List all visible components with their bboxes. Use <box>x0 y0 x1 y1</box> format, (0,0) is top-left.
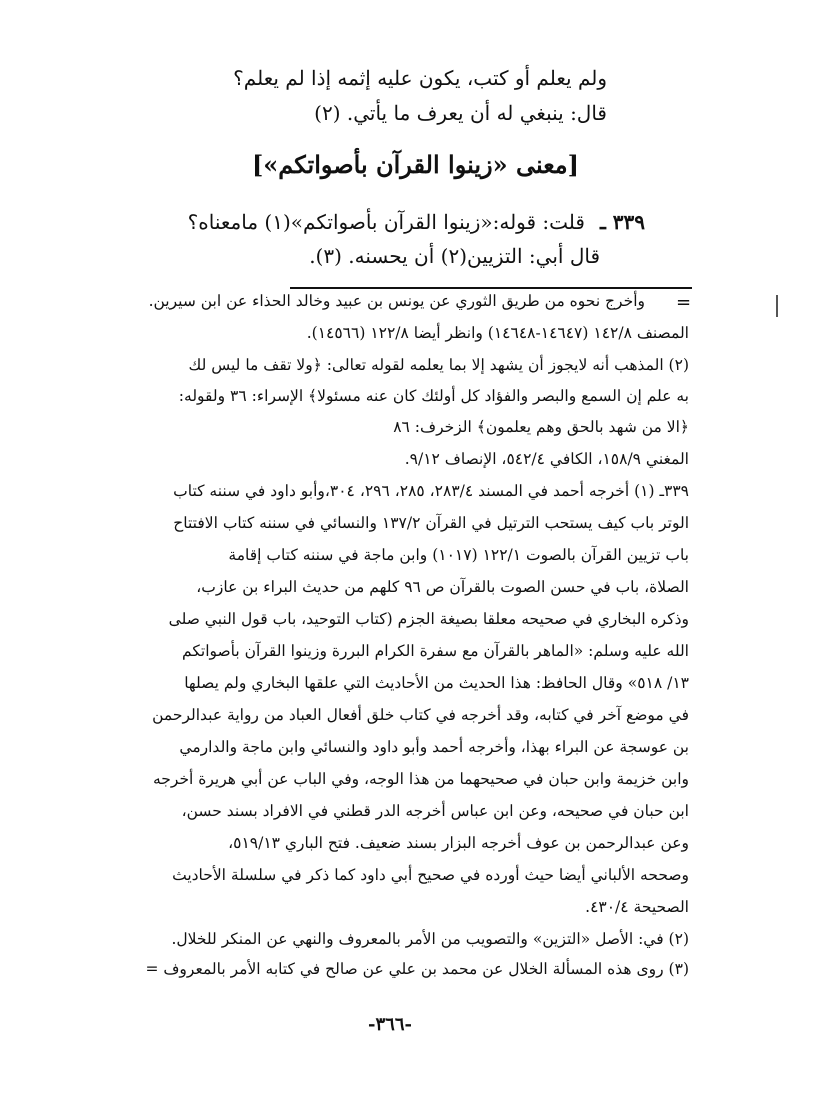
footnote-line: وأخرج نحوه من طريق الثوري عن يونس بن عبيد وخالد الحذاء عن ابن سيرين. <box>148 292 645 310</box>
footnote-line: الله عليه وسلم: «الماهر بالقرآن مع سفرة الكرام البررة وزينوا القرآن بأصواتكم <box>182 642 689 660</box>
footnote-line: به علم إن السمع والبصر والفؤاد كل أولئك كان عنه مسئولا﴾ الإسراء: ٣٦ ولقوله: <box>178 387 689 405</box>
footnote-line: وعن عبدالرحمن بن عوف أخرجه البزار بسند ضعيف. فتح الباري ٥١٩/١٣، <box>228 834 689 852</box>
footnote-line: (٢) المذهب أنه لايجوز أن يشهد إلا بما يعلمه لقوله تعالى: ﴿ولا تقف ما ليس لك <box>188 356 689 374</box>
body-line: ولم يعلم أو كتب، يكون عليه إثمه إذا لم يعلم؟ <box>233 66 607 90</box>
footnote-line: باب تزيين القرآن بالصوت ١٢٢/١ (١٠١٧) وابن ماجة في سننه كتاب إقامة <box>228 546 689 564</box>
footnote-line: الصلاة، باب في حسن الصوت بالقرآن ص ٩٦ كلهم من حديث البراء بن عازب، <box>196 578 689 596</box>
footnote-line: المصنف ١٤٢/٨ (١٤٦٤٧-١٤٦٤٨) وانظر أيضا ١٢٢/٨ (١٤٥٦٦). <box>306 324 689 342</box>
footnote-line: ١٣/ ٥١٨» وقال الحافظ: هذا الحديث من الأحاديث التي علقها البخاري ولم يصلها <box>184 674 689 692</box>
footnote-line: الوتر باب كيف يستحب الترتيل في القرآن ١٣٧/٢ والنسائي في سننه كتاب الافتتاح <box>173 514 689 532</box>
footnote-line: في موضع آخر في كتابه، وقد أخرجه في كتاب خلق أفعال العباد من رواية عبدالرحمن <box>152 706 689 724</box>
footnote-line: المغني ١٥٨/٩، الكافي ٥٤٢/٤، الإنصاف ٩/١٢. <box>404 450 689 468</box>
continuation-marker: = <box>676 292 692 313</box>
footnote-line: (٣) روى هذه المسألة الخلال عن محمد بن علي عن صالح في كتابه الأمر بالمعروف = <box>145 960 689 978</box>
footnote-line: ٣٣٩ـ (١) أخرجه أحمد في المسند ٢٨٣/٤، ٢٨٥، ٢٩٦، ٣٠٤،وأبو داود في سننه كتاب <box>173 482 689 500</box>
footnote-line: (٢) في: الأصل «التزين» والتصويب من الأمر بالمعروف والنهي عن المنكر للخلال. <box>171 930 689 948</box>
question-line: قلت: قوله:«زينوا القرآن بأصواتكم»(١) مامعناه؟ <box>187 210 585 234</box>
footnote-line: بن عوسجة عن البراء بهذا، وأخرجه أحمد وأبو داود والنسائي وابن ماجة والدارمي <box>179 738 689 756</box>
answer-line: قال أبي: التزيين(٢) أن يحسنه. (٣). <box>309 244 600 268</box>
body-line: قال: ينبغي له أن يعرف ما يأتي. (٢) <box>314 101 607 125</box>
entry-number: ٣٣٩ ـ <box>599 210 645 234</box>
page-number: -٣٦٦- <box>368 1014 412 1035</box>
margin-mark <box>776 295 778 317</box>
footnote-line: ابن حبان في صحيحه، وعن ابن عباس أخرجه الدر قطني في الافراد بسند حسن، <box>181 802 689 820</box>
section-heading: [معنى «زينوا القرآن بأصواتكم»] <box>251 150 579 179</box>
footnote-line: ﴿الا من شهد بالحق وهم يعلمون﴾ الزخرف: ٨٦ <box>393 418 689 436</box>
footnote-line: الصحيحة ٤٣٠/٤. <box>585 898 689 916</box>
footnote-line: وذكره البخاري في صحيحه معلقا بصيغة الجزم (كتاب التوحيد، باب قول النبي صلى <box>168 610 689 628</box>
footnote-line: وصححه الألباني أيضا حيث أورده في صحيح أبي داود كما ذكر في سلسلة الأحاديث <box>172 866 689 884</box>
footnote-line: وابن خزيمة وابن حبان في صحيحهما من هذا الوجه، وفي الباب عن أبي هريرة أخرجه <box>153 770 689 788</box>
footnote-separator <box>290 287 692 289</box>
